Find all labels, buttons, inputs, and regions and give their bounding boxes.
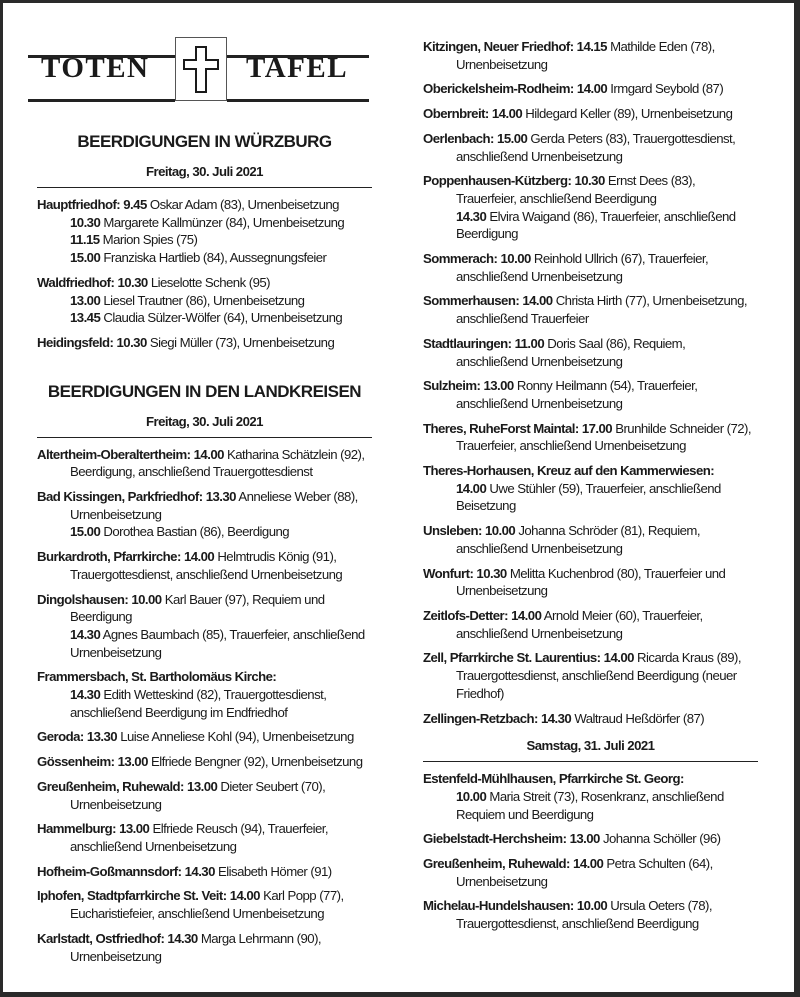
section-heading-wuerzburg: BEERDIGUNGEN IN WÜRZBURG	[77, 132, 332, 151]
place-name: Greußenheim, Ruhewald:	[423, 856, 570, 872]
entry-list	[423, 38, 758, 727]
place-name: Sommerhausen:	[423, 293, 520, 309]
place-name: Iphofen, Stadtpfarrkirche St. Veit:	[37, 888, 227, 904]
place-name: Theres-Horhausen, Kreuz auf den Kammerwiesen:	[423, 463, 715, 479]
funeral-time: 15.00	[70, 524, 101, 540]
funeral-entry	[37, 548, 372, 583]
funeral-details: Marga Lehrmann (90), Urnenbeisetzung	[70, 930, 322, 964]
funeral-details: Karl Bauer (97), Requiem und Beerdigung	[70, 591, 325, 625]
funeral-details: Ronny Heilmann (54), Trauerfeier, anschließend Urnenbeisetzung	[456, 378, 698, 411]
entry-list	[37, 196, 372, 352]
place-name: Hammelburg:	[37, 821, 116, 837]
funeral-time: 14.30	[456, 208, 487, 224]
funeral-details: Christa Hirth (77), Urnenbeisetzung, anschließend Trauerfeier	[456, 293, 747, 327]
place-name: Theres, RuheForst Maintal:	[423, 420, 579, 436]
funeral-entry	[423, 830, 758, 848]
funeral-entry	[423, 897, 758, 932]
funeral-details: Ursula Oeters (78), Trauergottesdienst, anschließend Beerdigung	[456, 898, 712, 932]
funeral-time: 10.30	[574, 173, 605, 189]
funeral-details: Johanna Schöller (96)	[602, 831, 721, 847]
funeral-entry	[37, 591, 372, 662]
divider	[423, 761, 758, 762]
funeral-time: 13.00	[119, 821, 150, 837]
logo-word-right: TAFEL	[246, 52, 349, 84]
funeral-time: 15.00	[70, 250, 101, 266]
funeral-entry	[37, 753, 372, 771]
date-heading-samstag: Samstag, 31. Juli 2021	[526, 738, 655, 754]
funeral-entry	[423, 335, 758, 370]
place-name: Giebelstadt-Herchsheim:	[423, 831, 567, 847]
place-name: Dingolshausen:	[37, 591, 129, 607]
funeral-time: 10.30	[117, 274, 148, 290]
funeral-entry	[37, 334, 372, 352]
funeral-entry	[423, 105, 758, 123]
funeral-details: Katharina Schätzlein (92), Beerdigung, anschließend Trauergottesdienst	[70, 446, 365, 480]
funeral-entry	[37, 196, 372, 267]
place-name: Kitzingen, Neuer Friedhof:	[423, 39, 574, 54]
funeral-time: 10.30	[476, 565, 507, 581]
funeral-entry	[37, 930, 372, 965]
funeral-details: Doris Saal (86), Requiem, anschließend Urnenbeisetzung	[456, 335, 686, 369]
funeral-entry	[37, 488, 372, 541]
funeral-time: 14.00	[193, 446, 224, 462]
place-name: Michelau-Hundelshausen:	[423, 898, 574, 914]
funeral-details: Reinhold Ullrich (67), Trauerfeier, anschließend Urnenbeisetzung	[456, 251, 709, 284]
place-name: Estenfeld-Mühlhausen, Pfarrkirche St. Georg:	[423, 771, 684, 787]
entry-list	[423, 770, 758, 933]
funeral-details: Ricarda Kraus (89), Trauergottesdienst, anschließend Beerdigung (neuer Friedhof)	[456, 650, 741, 701]
funeral-details: Waltraud Heßdörfer (87)	[574, 710, 705, 726]
funeral-details: Helmtrudis König (91), Trauergottesdienst, anschließend Urnenbeisetzung	[70, 549, 343, 582]
date-heading: Freitag, 30. Juli 2021	[146, 164, 263, 179]
funeral-time: 13.45	[70, 310, 101, 326]
funeral-time: 13.00	[70, 292, 101, 308]
funeral-details: Claudia Sülzer-Wölfer (64), Urnenbeisetzung	[103, 310, 343, 326]
place-name: Hauptfriedhof:	[37, 197, 121, 212]
place-name: Oerlenbach:	[423, 130, 494, 146]
funeral-details: Petra Schulten (64), Urnenbeisetzung	[456, 856, 713, 889]
logo-rule	[28, 99, 175, 102]
funeral-time: 17.00	[581, 420, 613, 436]
funeral-time: 11.15	[70, 232, 100, 248]
funeral-entry	[37, 668, 372, 721]
place-name: Stadtlauringen:	[423, 335, 512, 351]
place-name: Poppenhausen-Kützberg:	[423, 173, 572, 189]
funeral-time: 9.45	[123, 197, 147, 212]
place-name: Zeitlofs-Detter:	[423, 607, 508, 623]
funeral-sub-entry	[456, 208, 758, 243]
funeral-time: 10.00	[131, 591, 162, 607]
place-name: Oberickelsheim-Rodheim:	[423, 81, 574, 97]
funeral-time: 14.30	[540, 710, 572, 726]
funeral-entry	[37, 863, 372, 881]
funeral-details: Liesel Trautner (86), Urnenbeisetzung	[103, 292, 305, 308]
funeral-entry	[423, 522, 758, 557]
cross-icon	[176, 38, 226, 100]
funeral-details: Luise Anneliese Kohl (94), Urnenbeisetzung	[120, 729, 354, 745]
funeral-sub-entry	[70, 523, 372, 541]
funeral-sub-entry	[70, 292, 372, 310]
funeral-time: 14.30	[167, 930, 198, 946]
funeral-sub-entry	[70, 214, 372, 232]
funeral-entry	[37, 887, 372, 922]
funeral-details: Hildegard Keller (89), Urnenbeisetzung	[525, 106, 733, 122]
funeral-entry	[423, 420, 758, 455]
funeral-details: Marion Spies (75)	[102, 232, 198, 248]
funeral-entry	[37, 728, 372, 746]
funeral-time: 13.00	[117, 754, 148, 770]
place-name: Obernbreit:	[423, 106, 489, 122]
funeral-time: 14.15	[576, 39, 607, 54]
funeral-time: 10.00	[484, 523, 516, 539]
funeral-details: Johanna Schröder (81), Requiem, anschließend Urnenbeisetzung	[456, 523, 700, 556]
funeral-time: 13.30	[86, 729, 118, 745]
place-name: Frammersbach, St. Bartholomäus Kirche:	[37, 669, 277, 685]
funeral-entry	[423, 565, 758, 600]
funeral-details: Franziska Hartlieb (84), Aussegnungsfeier	[103, 250, 327, 266]
funeral-sub-entry	[70, 626, 372, 661]
funeral-time: 14.00	[573, 856, 604, 872]
funeral-time: 10.00	[576, 898, 608, 914]
divider	[37, 437, 372, 438]
funeral-sub-entry	[70, 309, 372, 327]
place-name: Hofheim-Goßmannsdorf:	[37, 863, 182, 879]
place-name: Unsleben:	[423, 523, 482, 539]
funeral-details: Arnold Meier (60), Trauerfeier, anschließend Urnenbeisetzung	[456, 607, 703, 641]
funeral-details: Brunhilde Schneider (72), Trauerfeier, anschließend Urnenbeisetzung	[456, 420, 752, 454]
funeral-details: Gerda Peters (83), Trauergottesdienst, anschließend Urnenbeisetzung	[456, 130, 736, 164]
funeral-time: 11.00	[514, 335, 545, 351]
funeral-time: 13.00	[187, 778, 218, 794]
place-name: Gössenheim:	[37, 754, 115, 770]
funeral-time: 14.00	[456, 480, 487, 496]
funeral-entry	[37, 820, 372, 855]
funeral-time: 14.30	[184, 863, 215, 879]
place-name: Karlstadt, Ostfriedhof:	[37, 930, 165, 946]
funeral-time: 14.00	[603, 650, 634, 666]
funeral-time: 14.30	[70, 626, 101, 642]
funeral-time: 10.30	[70, 214, 101, 230]
funeral-entry	[423, 649, 758, 702]
funeral-details: Elfriede Bengner (92), Urnenbeisetzung	[151, 754, 363, 770]
funeral-details: Oskar Adam (83), Urnenbeisetzung	[149, 197, 339, 212]
funeral-details: Siegi Müller (73), Urnenbeisetzung	[149, 334, 335, 350]
logo-rule	[227, 99, 369, 102]
place-name: Sommerach:	[423, 251, 498, 267]
funeral-entry	[423, 172, 758, 243]
funeral-details: Elvira Waigand (86), Trauerfeier, anschließend Beerdigung	[456, 208, 736, 242]
funeral-sub-entry	[456, 480, 758, 515]
funeral-time: 13.30	[205, 489, 236, 505]
place-name: Zell, Pfarrkirche St. Laurentius:	[423, 650, 601, 666]
funeral-details: Elisabeth Hömer (91)	[218, 863, 332, 879]
funeral-details: Uwe Stühler (59), Trauerfeier, anschließend Beisetzung	[456, 480, 721, 514]
entry-list	[37, 446, 372, 966]
funeral-time: 14.00	[576, 81, 608, 97]
place-name: Altertheim-Oberaltertheim:	[37, 446, 191, 462]
logo-word-left: TOTEN	[41, 52, 150, 84]
funeral-details: Dorothea Bastian (86), Beerdigung	[103, 524, 290, 540]
funeral-entry	[423, 38, 758, 73]
funeral-entry	[423, 462, 758, 515]
funeral-time: 15.00	[497, 130, 528, 146]
funeral-details: Maria Streit (73), Rosenkranz, anschließend Requiem und Beerdigung	[456, 788, 724, 822]
funeral-time: 10.00	[500, 251, 531, 267]
funeral-details: Ernst Dees (83), Trauerfeier, anschließend Beerdigung	[456, 173, 696, 206]
funeral-time: 14.00	[522, 293, 553, 309]
funeral-entry	[423, 770, 758, 823]
page	[3, 3, 794, 992]
place-name: Wonfurt:	[423, 565, 474, 581]
funeral-entry	[423, 710, 758, 728]
section-heading-landkreise: BEERDIGUNGEN IN DEN LANDKREISEN	[47, 381, 362, 401]
funeral-time: 14.00	[229, 888, 260, 904]
funeral-entry	[423, 292, 758, 327]
funeral-entry	[423, 80, 758, 98]
place-name: Waldfriedhof:	[37, 274, 115, 290]
funeral-entry	[423, 377, 758, 412]
funeral-sub-entry	[70, 231, 372, 249]
right-column	[423, 38, 758, 940]
funeral-details: Karl Popp (77), Eucharistiefeier, anschließend Urnenbeisetzung	[70, 888, 344, 922]
funeral-entry	[37, 778, 372, 813]
funeral-details: Mathilde Eden (78), Urnenbeisetzung	[456, 39, 715, 72]
funeral-sub-entry	[70, 249, 372, 267]
funeral-details: Anneliese Weber (88), Urnenbeisetzung	[70, 489, 358, 522]
funeral-time: 14.30	[70, 687, 101, 703]
funeral-details: Dieter Seubert (70), Urnenbeisetzung	[70, 778, 326, 812]
funeral-time: 10.00	[456, 788, 487, 804]
place-name: Bad Kissingen, Parkfriedhof:	[37, 489, 203, 505]
funeral-details: Edith Wetteskind (82), Trauergottesdienst, anschließend Beerdigung im Endfriedhof	[70, 687, 327, 720]
place-name: Sulzheim:	[423, 378, 481, 394]
place-name: Heidingsfeld:	[37, 334, 114, 350]
funeral-entry	[423, 130, 758, 165]
funeral-sub-entry	[456, 788, 758, 823]
cross-box	[175, 37, 227, 101]
funeral-time: 13.00	[569, 831, 600, 847]
funeral-details: Lieselotte Schenk (95)	[150, 274, 270, 290]
funeral-entry	[423, 250, 758, 285]
divider	[37, 187, 372, 188]
funeral-entry	[423, 855, 758, 890]
place-name: Greußenheim, Ruhewald:	[37, 778, 184, 794]
funeral-entry	[37, 446, 372, 481]
funeral-time: 13.00	[483, 378, 514, 394]
date-heading: Freitag, 30. Juli 2021	[146, 413, 263, 429]
place-name: Burkardroth, Pfarrkirche:	[37, 549, 181, 565]
funeral-time: 14.00	[491, 106, 523, 122]
funeral-details: Elfriede Reusch (94), Trauerfeier, anschließend Urnenbeisetzung	[70, 821, 329, 854]
funeral-sub-entry	[70, 686, 372, 721]
funeral-details: Irmgard Seybold (87)	[610, 81, 724, 97]
left-column	[37, 131, 372, 972]
funeral-details: Agnes Baumbach (85), Trauerfeier, anschließend Urnenbeisetzung	[70, 626, 365, 660]
funeral-entry	[37, 274, 372, 327]
totentafel-logo	[28, 37, 369, 105]
funeral-entry	[423, 607, 758, 642]
funeral-details: Margarete Kallmünzer (84), Urnenbeisetzung	[103, 214, 345, 230]
place-name: Geroda:	[37, 729, 84, 745]
funeral-time: 14.00	[511, 607, 542, 623]
place-name: Zellingen-Retzbach:	[423, 710, 538, 726]
funeral-time: 14.00	[183, 549, 215, 565]
funeral-details: Melitta Kuchenbrod (80), Trauerfeier und Urnenbeisetzung	[456, 565, 726, 599]
funeral-time: 10.30	[116, 334, 147, 350]
